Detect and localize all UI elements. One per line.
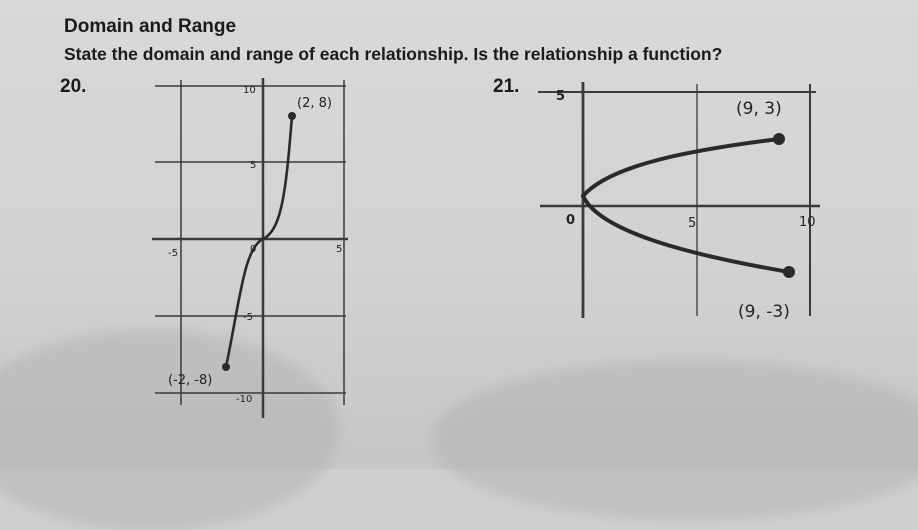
tick-label: 5 (556, 89, 566, 104)
endpoint-neg2-neg8 (222, 363, 230, 371)
tick-label: 5 (250, 160, 257, 171)
tick-label: 5 (688, 216, 697, 231)
point-label-2-8: (2, 8) (297, 96, 332, 111)
tick-label: 10 (799, 215, 816, 230)
endpoint-2-8 (288, 112, 296, 120)
tick-label: -5 (168, 248, 178, 259)
tick-label: -10 (236, 394, 253, 405)
endpoint-9-3 (773, 133, 785, 145)
tick-label: 5 (336, 244, 343, 255)
page-title: Domain and Range (64, 16, 237, 37)
problem-20-number: 20. (60, 76, 87, 97)
curve-20 (226, 116, 292, 367)
instructions: State the domain and range of each relationship. Is the relationship a function? (64, 44, 723, 64)
tick-label: 10 (243, 85, 256, 96)
point-label-9-3: (9, 3) (736, 99, 782, 119)
tick-label: 0 (250, 244, 257, 255)
tick-label: -5 (243, 312, 253, 323)
problem-21-number: 21. (493, 76, 520, 97)
endpoint-9-neg3 (783, 266, 795, 278)
point-label-neg2-neg8: (-2, -8) (168, 373, 213, 388)
point-label-9-neg3: (9, -3) (738, 302, 790, 322)
tick-label: 0 (566, 213, 576, 228)
